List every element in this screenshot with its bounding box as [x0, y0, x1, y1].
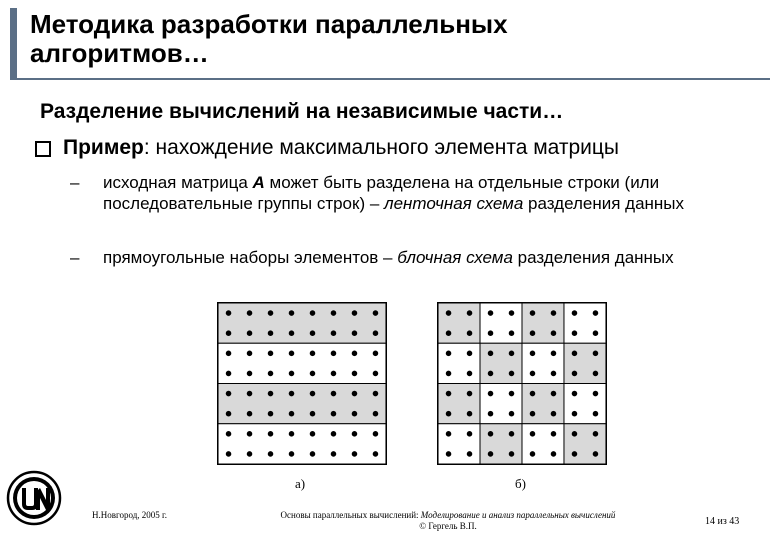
matrix-element-dot: [509, 371, 515, 377]
matrix-element-dot: [593, 351, 599, 357]
matrix-element-dot: [551, 351, 557, 357]
dash-bullet: –: [70, 248, 80, 267]
matrix-element-dot: [289, 310, 295, 316]
matrix-variable: А: [252, 173, 265, 192]
matrix-block: [522, 424, 564, 464]
matrix-element-dot: [352, 371, 358, 377]
matrix-element-dot: [593, 431, 599, 437]
matrix-block: [480, 303, 522, 343]
matrix-element-dot: [467, 451, 473, 457]
matrix-element-dot: [373, 330, 379, 336]
matrix-element-dot: [446, 351, 452, 357]
matrix-element-dot: [530, 391, 536, 397]
matrix-block: [564, 343, 606, 383]
matrix-element-dot: [593, 451, 599, 457]
footer-course-prefix: Основы параллельных вычислений:: [280, 510, 421, 520]
matrix-element-dot: [446, 371, 452, 377]
matrix-element-dot: [530, 310, 536, 316]
matrix-element-dot: [226, 310, 232, 316]
matrix-element-dot: [247, 371, 253, 377]
matrix-element-dot: [572, 411, 578, 417]
matrix-element-dot: [530, 351, 536, 357]
ribbon-band: [218, 343, 386, 383]
matrix-element-dot: [572, 451, 578, 457]
matrix-element-dot: [446, 431, 452, 437]
page-number: 14 из 43: [705, 516, 740, 527]
matrix-element-dot: [446, 411, 452, 417]
matrix-block: [522, 343, 564, 383]
title-line-2: алгоритмов…: [30, 38, 209, 68]
footer-course-title: Моделирование и анализ параллельных вычислений: [420, 510, 616, 520]
matrix-element-dot: [467, 411, 473, 417]
matrix-element-dot: [488, 351, 494, 357]
matrix-element-dot: [446, 451, 452, 457]
matrix-block: [564, 303, 606, 343]
matrix-element-dot: [551, 411, 557, 417]
matrix-element-dot: [310, 371, 316, 377]
matrix-element-dot: [268, 431, 274, 437]
matrix-element-dot: [352, 411, 358, 417]
matrix-element-dot: [310, 431, 316, 437]
matrix-element-dot: [593, 310, 599, 316]
matrix-block: [438, 424, 480, 464]
matrix-element-dot: [247, 330, 253, 336]
matrix-element-dot: [509, 310, 515, 316]
matrix-element-dot: [289, 330, 295, 336]
ribbon-partition-matrix: [217, 302, 387, 465]
matrix-element-dot: [268, 371, 274, 377]
matrix-element-dot: [373, 371, 379, 377]
title-divider: [10, 78, 770, 80]
matrix-block: [564, 424, 606, 464]
matrix-element-dot: [289, 411, 295, 417]
matrix-element-dot: [572, 330, 578, 336]
matrix-element-dot: [352, 310, 358, 316]
matrix-element-dot: [593, 391, 599, 397]
ribbon-term: ленточная схема: [384, 194, 524, 213]
matrix-element-dot: [226, 451, 232, 457]
matrix-element-dot: [310, 351, 316, 357]
matrix-element-dot: [446, 391, 452, 397]
matrix-element-dot: [551, 330, 557, 336]
ribbon-band: [218, 384, 386, 424]
matrix-element-dot: [373, 431, 379, 437]
matrix-element-dot: [467, 371, 473, 377]
matrix-element-dot: [268, 310, 274, 316]
matrix-element-dot: [310, 411, 316, 417]
matrix-element-dot: [593, 330, 599, 336]
matrix-element-dot: [268, 451, 274, 457]
matrix-element-dot: [289, 391, 295, 397]
title-accent-bar: [10, 8, 17, 78]
matrix-element-dot: [331, 431, 337, 437]
matrix-element-dot: [572, 371, 578, 377]
matrix-element-dot: [551, 451, 557, 457]
matrix-element-dot: [509, 411, 515, 417]
caption-b: б): [515, 476, 526, 491]
matrix-element-dot: [593, 411, 599, 417]
matrix-element-dot: [488, 451, 494, 457]
dash-bullet: –: [70, 173, 80, 192]
footer-course: [258, 510, 638, 532]
ribbon-band: [218, 424, 386, 464]
matrix-element-dot: [226, 431, 232, 437]
matrix-element-dot: [289, 351, 295, 357]
matrix-element-dot: [488, 431, 494, 437]
matrix-element-dot: [247, 391, 253, 397]
text-part: разделения данных: [523, 194, 685, 213]
matrix-element-dot: [446, 310, 452, 316]
matrix-element-dot: [572, 351, 578, 357]
matrix-element-dot: [247, 310, 253, 316]
matrix-element-dot: [268, 330, 274, 336]
matrix-element-dot: [289, 451, 295, 457]
caption-a: а): [295, 476, 306, 491]
matrix-element-dot: [352, 431, 358, 437]
matrix-element-dot: [373, 411, 379, 417]
matrix-element-dot: [572, 391, 578, 397]
matrix-element-dot: [551, 431, 557, 437]
matrix-element-dot: [446, 330, 452, 336]
matrix-block: [522, 303, 564, 343]
ribbon-band: [218, 303, 386, 343]
slide-title: [30, 10, 750, 68]
matrix-element-dot: [247, 451, 253, 457]
matrix-block: [438, 343, 480, 383]
matrix-element-dot: [467, 310, 473, 316]
matrix-element-dot: [488, 310, 494, 316]
footer-author: © Гергель В.П.: [419, 521, 477, 531]
matrix-element-dot: [488, 391, 494, 397]
matrix-element-dot: [551, 391, 557, 397]
matrix-element-dot: [530, 431, 536, 437]
matrix-element-dot: [509, 431, 515, 437]
matrix-element-dot: [268, 391, 274, 397]
matrix-element-dot: [373, 451, 379, 457]
section-heading: Разделение вычислений на независимые части…: [40, 100, 564, 123]
matrix-element-dot: [226, 371, 232, 377]
footer-location: Н.Новгород, 2005 г.: [92, 510, 167, 520]
matrix-element-dot: [331, 411, 337, 417]
sub-bullet-ribbon: [70, 172, 730, 214]
matrix-element-dot: [331, 451, 337, 457]
matrix-element-dot: [268, 411, 274, 417]
matrix-element-dot: [289, 371, 295, 377]
matrix-element-dot: [247, 431, 253, 437]
matrix-block: [480, 424, 522, 464]
matrix-element-dot: [509, 330, 515, 336]
matrix-element-dot: [530, 330, 536, 336]
matrix-element-dot: [467, 330, 473, 336]
matrix-element-dot: [530, 451, 536, 457]
matrix-element-dot: [530, 411, 536, 417]
matrix-element-dot: [331, 351, 337, 357]
matrix-element-dot: [268, 351, 274, 357]
matrix-element-dot: [488, 411, 494, 417]
sub-bullet-ribbon-text: [103, 172, 730, 214]
text-part: прямоугольные наборы элементов –: [103, 248, 398, 267]
matrix-element-dot: [310, 391, 316, 397]
matrix-element-dot: [551, 371, 557, 377]
matrix-element-dot: [373, 391, 379, 397]
matrix-element-dot: [247, 411, 253, 417]
matrix-element-dot: [226, 330, 232, 336]
matrix-element-dot: [572, 431, 578, 437]
matrix-element-dot: [289, 431, 295, 437]
matrix-element-dot: [509, 391, 515, 397]
sub-bullet-block: [70, 247, 730, 268]
matrix-element-dot: [467, 431, 473, 437]
matrix-block: [438, 384, 480, 424]
title-line-1: Методика разработки параллельных: [30, 9, 508, 39]
sub-bullet-block-text: [103, 247, 730, 268]
matrix-element-dot: [572, 310, 578, 316]
matrix-element-dot: [593, 371, 599, 377]
text-part: может быть разделена на отдельные строки (или последовательные группы строк) –: [103, 173, 660, 213]
matrix-element-dot: [331, 330, 337, 336]
matrix-element-dot: [373, 310, 379, 316]
matrix-element-dot: [488, 371, 494, 377]
text-part: исходная матрица: [103, 173, 253, 192]
matrix-block: [480, 343, 522, 383]
unn-logo: [6, 470, 62, 526]
matrix-element-dot: [467, 391, 473, 397]
block-term: блочная схема: [397, 248, 513, 267]
matrix-element-dot: [310, 451, 316, 457]
matrix-element-dot: [310, 310, 316, 316]
matrix-element-dot: [551, 310, 557, 316]
checkbox-bullet-icon: [35, 141, 51, 157]
example-bullet: [35, 136, 619, 160]
matrix-element-dot: [226, 391, 232, 397]
matrix-element-dot: [488, 330, 494, 336]
matrix-element-dot: [331, 371, 337, 377]
block-partition-matrix: [437, 302, 607, 465]
matrix-element-dot: [352, 391, 358, 397]
matrix-element-dot: [352, 330, 358, 336]
matrix-element-dot: [373, 351, 379, 357]
matrix-block: [522, 384, 564, 424]
matrix-block: [438, 303, 480, 343]
matrix-element-dot: [331, 310, 337, 316]
matrix-element-dot: [226, 411, 232, 417]
matrix-element-dot: [509, 451, 515, 457]
example-text: : нахождение максимального элемента матрицы: [143, 136, 620, 159]
matrix-element-dot: [530, 371, 536, 377]
matrix-element-dot: [509, 351, 515, 357]
matrix-element-dot: [352, 451, 358, 457]
matrix-element-dot: [226, 351, 232, 357]
matrix-element-dot: [247, 351, 253, 357]
matrix-block: [480, 384, 522, 424]
matrix-element-dot: [331, 391, 337, 397]
matrix-element-dot: [352, 351, 358, 357]
matrix-element-dot: [467, 351, 473, 357]
matrix-element-dot: [310, 330, 316, 336]
matrix-block: [564, 384, 606, 424]
example-label: Пример: [63, 136, 144, 159]
text-part: разделения данных: [512, 248, 674, 267]
